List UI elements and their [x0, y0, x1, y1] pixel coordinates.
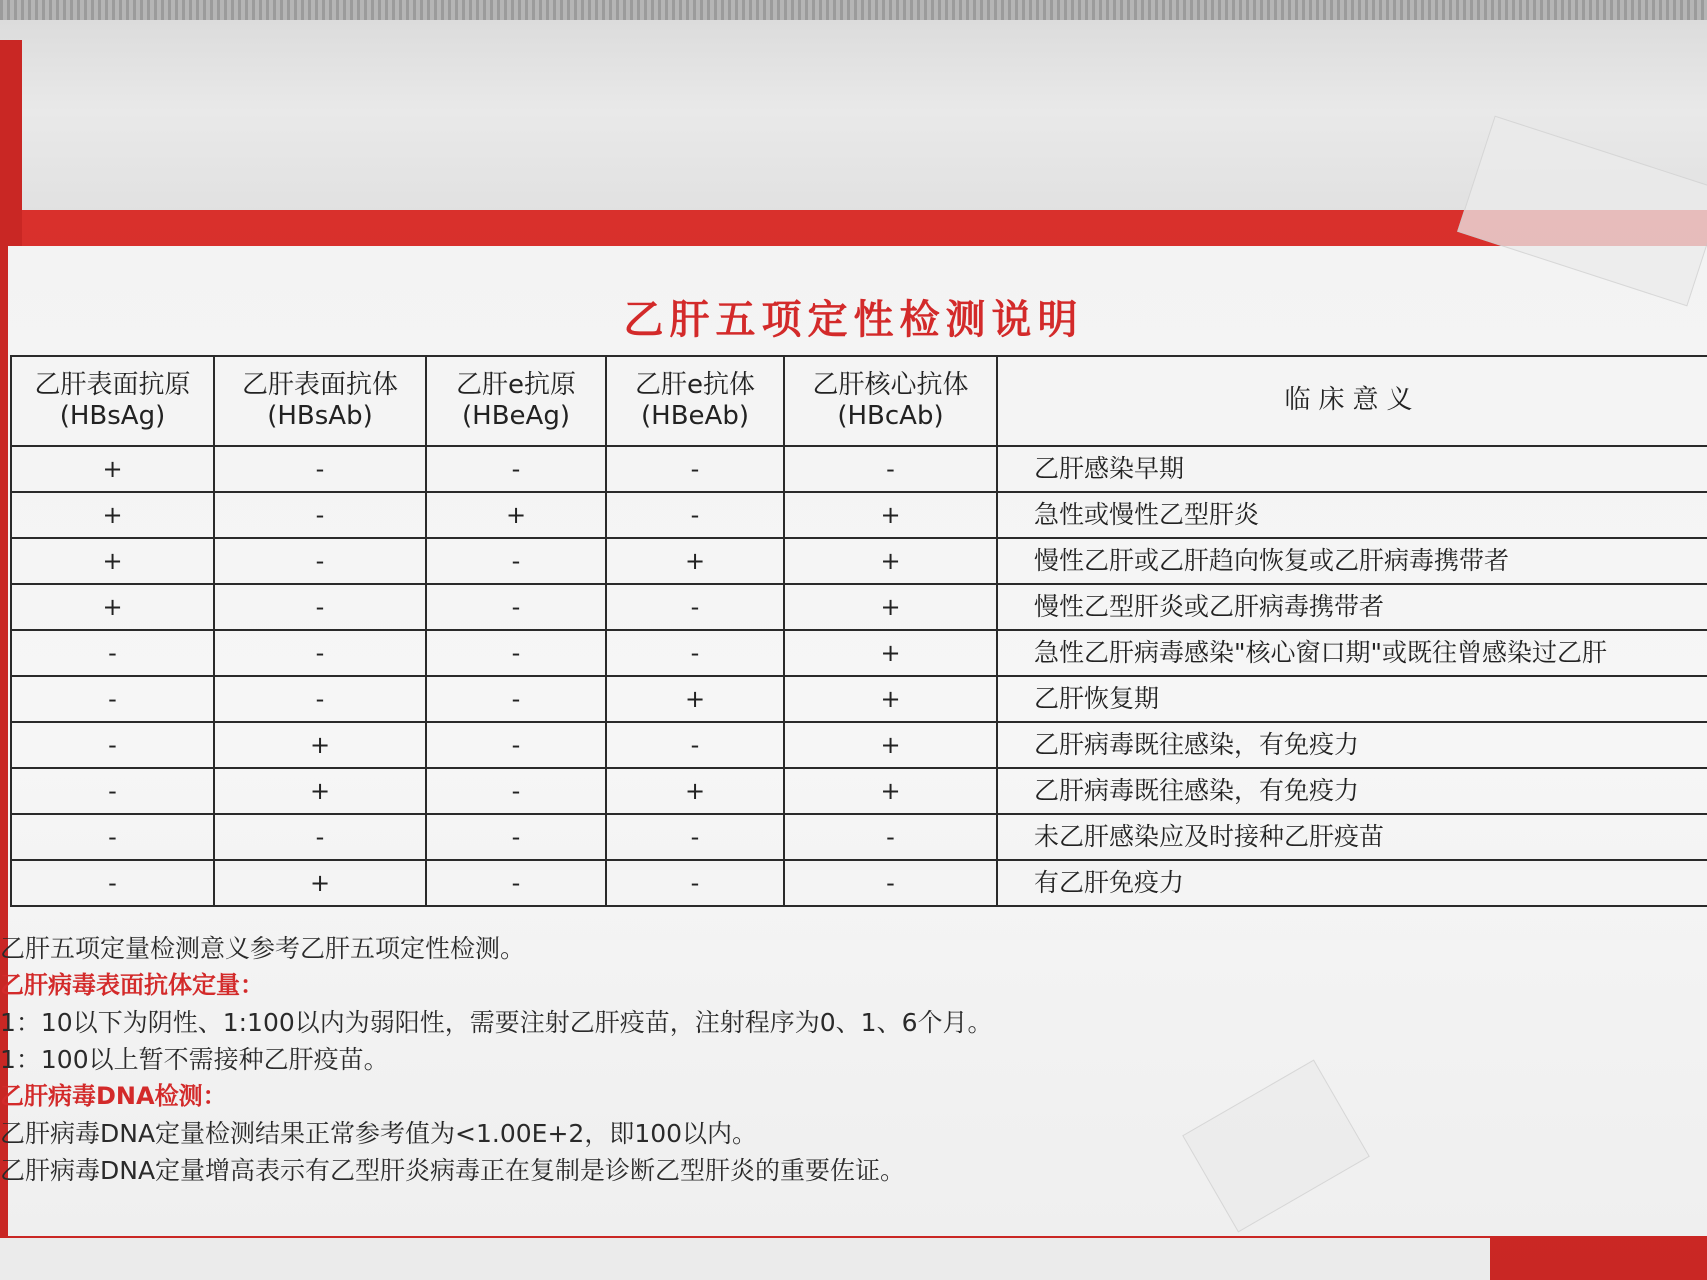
table-row	[11, 768, 1707, 814]
cell-meaning: 乙肝病毒既往感染，有免疫力	[997, 722, 1707, 768]
cell-hbcab: +	[784, 676, 997, 722]
cell-hbsab: -	[214, 814, 426, 860]
header-name: 乙肝核心抗体	[812, 369, 969, 400]
header-abbr: (HBsAg)	[59, 401, 166, 431]
table-row	[11, 446, 1707, 492]
cell-hbsab: -	[214, 630, 426, 676]
cell-hbeag: -	[426, 722, 606, 768]
table-row	[11, 814, 1707, 860]
cell-hbcab: +	[784, 492, 997, 538]
table-row	[11, 492, 1707, 538]
cell-meaning: 乙肝感染早期	[997, 446, 1707, 492]
header-hbsab	[214, 356, 426, 446]
header-abbr: (HBeAg)	[462, 401, 570, 431]
cell-hbsag: +	[11, 492, 214, 538]
cell-hbsag: -	[11, 768, 214, 814]
table-row	[11, 860, 1707, 906]
cell-hbeab: -	[606, 722, 784, 768]
cell-hbeag: -	[426, 446, 606, 492]
cell-hbsag: -	[11, 630, 214, 676]
cell-hbeab: -	[606, 584, 784, 630]
table-row	[11, 630, 1707, 676]
cell-hbcab: +	[784, 722, 997, 768]
dna-line: 乙肝病毒DNA定量检测结果正常参考值为<1.00E+2，即100以内。	[0, 1119, 758, 1148]
cell-hbsag: +	[11, 584, 214, 630]
header-hbcab	[784, 356, 997, 446]
header-clinical-meaning: 临床意义	[997, 356, 1707, 446]
dna-heading: 乙肝病毒DNA检测：	[0, 1082, 227, 1110]
header-abbr: (HBsAb)	[267, 401, 373, 431]
cell-hbsag: -	[11, 722, 214, 768]
cell-meaning: 急性或慢性乙型肝炎	[997, 492, 1707, 538]
cell-hbsag: -	[11, 814, 214, 860]
table-header-row	[11, 356, 1707, 446]
cell-hbcab: +	[784, 538, 997, 584]
cell-hbcab: +	[784, 768, 997, 814]
header-name: 乙肝表面抗原	[34, 369, 191, 400]
antibody-line: 1：100以上暂不需接种乙肝疫苗。	[0, 1045, 389, 1074]
header-hbeag	[426, 356, 606, 446]
cell-hbsab: +	[214, 722, 426, 768]
cell-meaning: 急性乙肝病毒感染"核心窗口期"或既往曾感染过乙肝	[997, 630, 1707, 676]
cell-hbeag: -	[426, 768, 606, 814]
cell-hbeab: -	[606, 814, 784, 860]
cell-hbeag: +	[426, 492, 606, 538]
cell-hbcab: -	[784, 814, 997, 860]
cell-hbeag: -	[426, 538, 606, 584]
header-name: 乙肝表面抗体	[241, 369, 398, 400]
cell-meaning: 慢性乙型肝炎或乙肝病毒携带者	[997, 584, 1707, 630]
table-row	[11, 722, 1707, 768]
bottom-paper	[0, 1238, 1490, 1280]
cell-hbeag: -	[426, 676, 606, 722]
cell-hbcab: +	[784, 630, 997, 676]
cell-hbeag: -	[426, 860, 606, 906]
cell-hbsab: +	[214, 860, 426, 906]
header-hbeab	[606, 356, 784, 446]
cell-hbsab: -	[214, 446, 426, 492]
header-name: 乙肝e抗体	[635, 369, 755, 400]
cell-hbeab: -	[606, 860, 784, 906]
cell-hbeab: -	[606, 446, 784, 492]
cell-hbeag: -	[426, 584, 606, 630]
cell-hbsab: -	[214, 584, 426, 630]
cell-hbeag: -	[426, 814, 606, 860]
cell-hbsab: -	[214, 538, 426, 584]
cell-hbeab: +	[606, 768, 784, 814]
dna-line: 乙肝病毒DNA定量增高表示有乙型肝炎病毒正在复制是诊断乙型肝炎的重要佐证。	[0, 1156, 906, 1185]
cell-hbcab: -	[784, 860, 997, 906]
cell-hbsab: +	[214, 768, 426, 814]
header-hbsag	[11, 356, 214, 446]
header-abbr: (HBcAb)	[837, 401, 944, 431]
cell-hbeab: +	[606, 538, 784, 584]
antibody-line: 1：10以下为阴性、1:100以内为弱阳性，需要注射乙肝疫苗，注射程序为0、1、6个月。	[0, 1008, 993, 1037]
cell-hbcab: +	[784, 584, 997, 630]
cell-hbsab: -	[214, 492, 426, 538]
table-row	[11, 538, 1707, 584]
table-row	[11, 676, 1707, 722]
quant-note: 乙肝五项定量检测意义参考乙肝五项定性检测。	[0, 934, 526, 963]
cell-hbsab: -	[214, 676, 426, 722]
cell-meaning: 有乙肝免疫力	[997, 860, 1707, 906]
cell-meaning: 乙肝恢复期	[997, 676, 1707, 722]
cell-hbeab: +	[606, 676, 784, 722]
cell-meaning: 乙肝病毒既往感染，有免疫力	[997, 768, 1707, 814]
cell-hbsag: -	[11, 860, 214, 906]
cell-hbsag: +	[11, 446, 214, 492]
antibody-heading: 乙肝病毒表面抗体定量：	[0, 971, 264, 999]
cell-hbeag: -	[426, 630, 606, 676]
header-name: 乙肝e抗原	[456, 369, 576, 400]
cell-meaning: 未乙肝感染应及时接种乙肝疫苗	[997, 814, 1707, 860]
document-title: 乙肝五项定性检测说明	[623, 297, 1084, 343]
table-row	[11, 584, 1707, 630]
cell-hbcab: -	[784, 446, 997, 492]
cell-hbeab: -	[606, 630, 784, 676]
hbv-panel-table	[10, 355, 1707, 907]
header-abbr: (HBeAb)	[641, 401, 749, 431]
cell-hbeab: -	[606, 492, 784, 538]
cell-meaning: 慢性乙肝或乙肝趋向恢复或乙肝病毒携带者	[997, 538, 1707, 584]
cell-hbsag: -	[11, 676, 214, 722]
notes-section	[0, 930, 1300, 1189]
cell-hbsag: +	[11, 538, 214, 584]
